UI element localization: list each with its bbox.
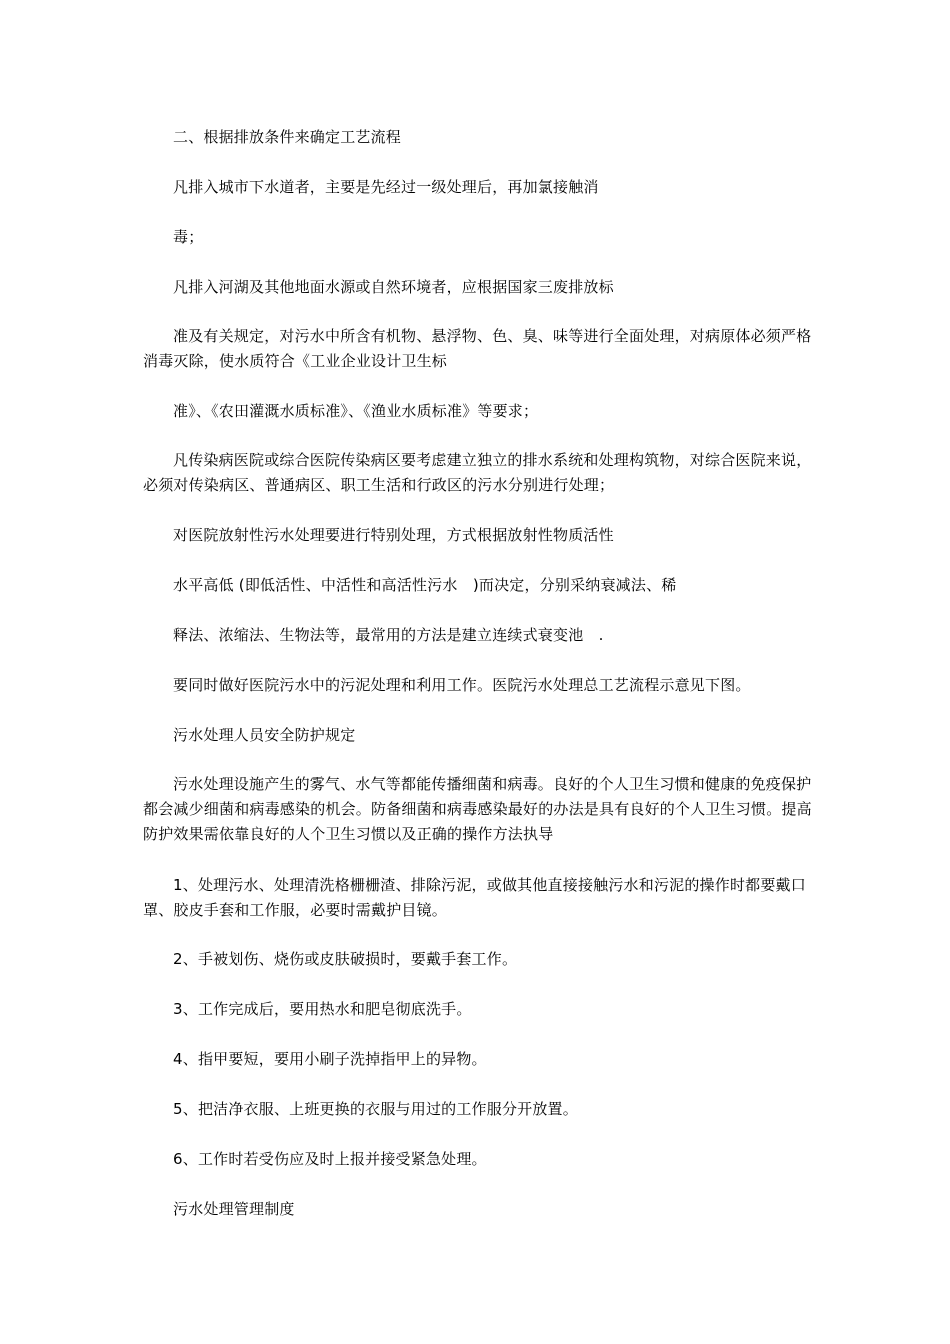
paragraph-standards: 准》、《农田灌溉水质标准》、《渔业水质标准》等要求； (173, 402, 539, 420)
paragraph-radioactive: 对医院放射性污水处理要进行特别处理，方式根据放射性物质活性 (173, 526, 614, 544)
list-item-4: 4、指甲要短，要用小刷子洗掉指甲上的异物。 (173, 1050, 487, 1068)
paragraph-infectious-ward: 凡传染病医院或综合医院传染病区要考虑建立独立的排水系统和处理构筑物，对综合医院来说，必须对传染病区、普通病区、职工生活和行政区的污水分别进行处理； (143, 451, 812, 494)
list-item-5: 5、把洁净衣服、上班更换的衣服与用过的工作服分开放置。 (173, 1100, 578, 1118)
list-item-3: 3、工作完成后，要用热水和肥皂彻底洗手。 (173, 1000, 472, 1018)
paragraph-sewer-discharge: 凡排入城市下水道者，主要是先经过一级处理后，再加氯接触消 (173, 178, 599, 196)
section-heading-safety: 污水处理人员安全防护规定 (173, 726, 356, 744)
paragraph-river-discharge: 凡排入河湖及其他地面水源或自然环境者，应根据国家三废排放标 (173, 278, 614, 296)
paragraph-river-discharge-cont: 准及有关规定，对污水中所含有机物、悬浮物、色、臭、味等进行全面处理，对病原体必须严格消毒灭除，使水质符合《工业企业设计卫生标 (143, 327, 812, 370)
paragraph-sludge: 要同时做好医院污水中的污泥处理和利用工作。医院污水处理总工艺流程示意见下图。 (173, 676, 751, 694)
section-heading-management: 污水处理管理制度 (173, 1200, 295, 1218)
list-item-2: 2、手被划伤、烧伤或皮肤破损时，要戴手套工作。 (173, 950, 518, 968)
paragraph-radioactive-methods: 释法、浓缩法、生物法等，最常用的方法是建立连续式衰变池 . (173, 626, 604, 644)
section-heading-process: 二、根据排放条件来确定工艺流程 (173, 128, 402, 146)
list-item-6: 6、工作时若受伤应及时上报并接受紧急处理。 (173, 1150, 487, 1168)
paragraph-radioactive-cont: 水平高低 (即低活性、中活性和高活性污水 )而决定，分别采纳衰减法、稀 (173, 576, 677, 594)
list-item-1: 1、处理污水、处理清洗格栅栅渣、排除污泥，或做其他直接接触污水和污泥的操作时都要戴口罩、胶皮手套和工作服，必要时需戴护目镜。 (143, 876, 806, 919)
paragraph-safety-intro: 污水处理设施产生的雾气、水气等都能传播细菌和病毒。良好的个人卫生习惯和健康的免疫保护都会减少细菌和病毒感染的机会。防备细菌和病毒感染最好的办法是具有良好的个人卫生习惯。提高防护效果需依靠良好的人个卫生习惯以及正确的操作方法执导 (143, 775, 812, 843)
paragraph-sewer-discharge-cont: 毒； (173, 228, 204, 246)
